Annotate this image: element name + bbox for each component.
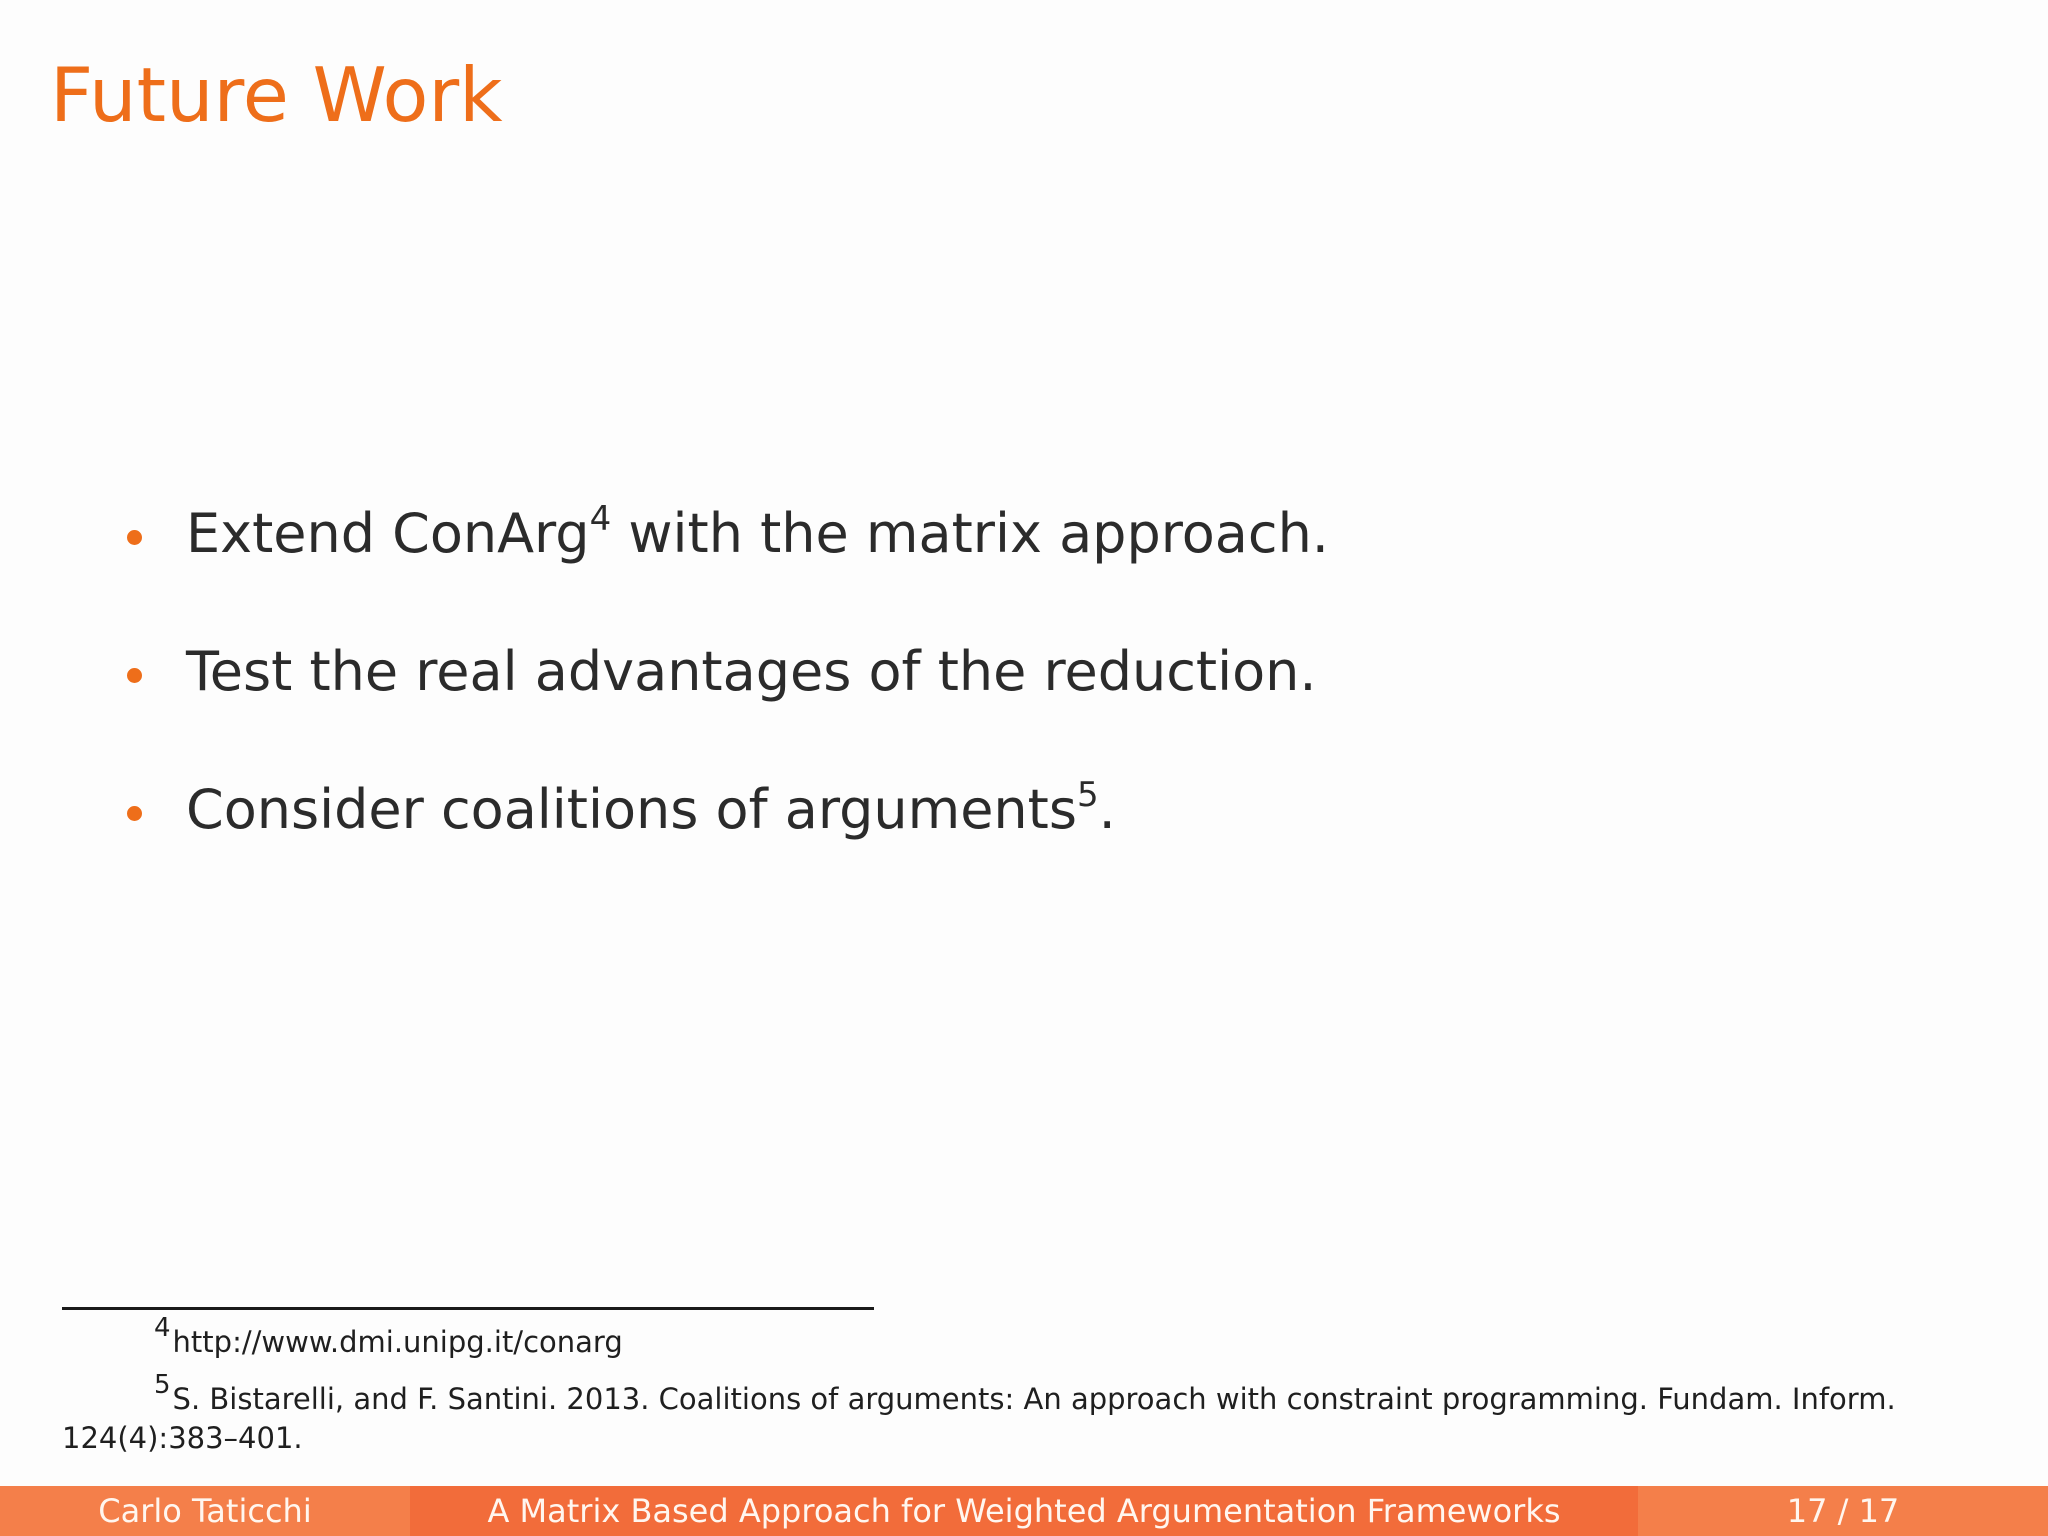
bullet-dot-icon xyxy=(127,530,142,545)
footer-title: A Matrix Based Approach for Weighted Argumentation Frameworks xyxy=(410,1486,1638,1536)
footnote-link[interactable]: http://www.dmi.unipg.it/conarg xyxy=(172,1325,623,1359)
bullet-text xyxy=(186,500,1329,568)
bullet-dot-icon xyxy=(127,806,142,821)
footer-page-number: 17 / 17 xyxy=(1638,1486,2048,1536)
bullet-text-main: Consider coalitions of arguments xyxy=(186,778,1077,841)
bullet-dot-icon xyxy=(127,668,142,683)
footnote-divider xyxy=(62,1307,874,1310)
bullet-text-main: Test the real advantages of the reduction. xyxy=(186,640,1317,703)
footnote-ref[interactable]: 5 xyxy=(1076,775,1099,815)
footnote-ref[interactable]: 4 xyxy=(589,499,612,539)
bullet-text-tail: with the matrix approach. xyxy=(611,502,1329,565)
footnotes xyxy=(62,1313,1980,1457)
bullet-text xyxy=(186,776,1116,844)
footer-author: Carlo Taticchi xyxy=(0,1486,410,1536)
bullet-text-tail: . xyxy=(1098,778,1116,841)
bullet-text xyxy=(186,638,1317,706)
footnote-mark: 4 xyxy=(154,1313,171,1343)
footnote-item xyxy=(62,1370,1980,1457)
footnote-mark: 5 xyxy=(154,1370,171,1400)
bullet-text-main: Extend ConArg xyxy=(186,502,590,565)
footnote-item xyxy=(62,1313,1980,1363)
footer-bar xyxy=(0,1486,2048,1536)
slide-title: Future Work xyxy=(50,51,503,139)
footnote-text: S. Bistarelli, and F. Santini. 2013. Coalitions of arguments: An approach with constraint programming. Fundam. Inform. 124(4):383–401. xyxy=(62,1382,1896,1455)
